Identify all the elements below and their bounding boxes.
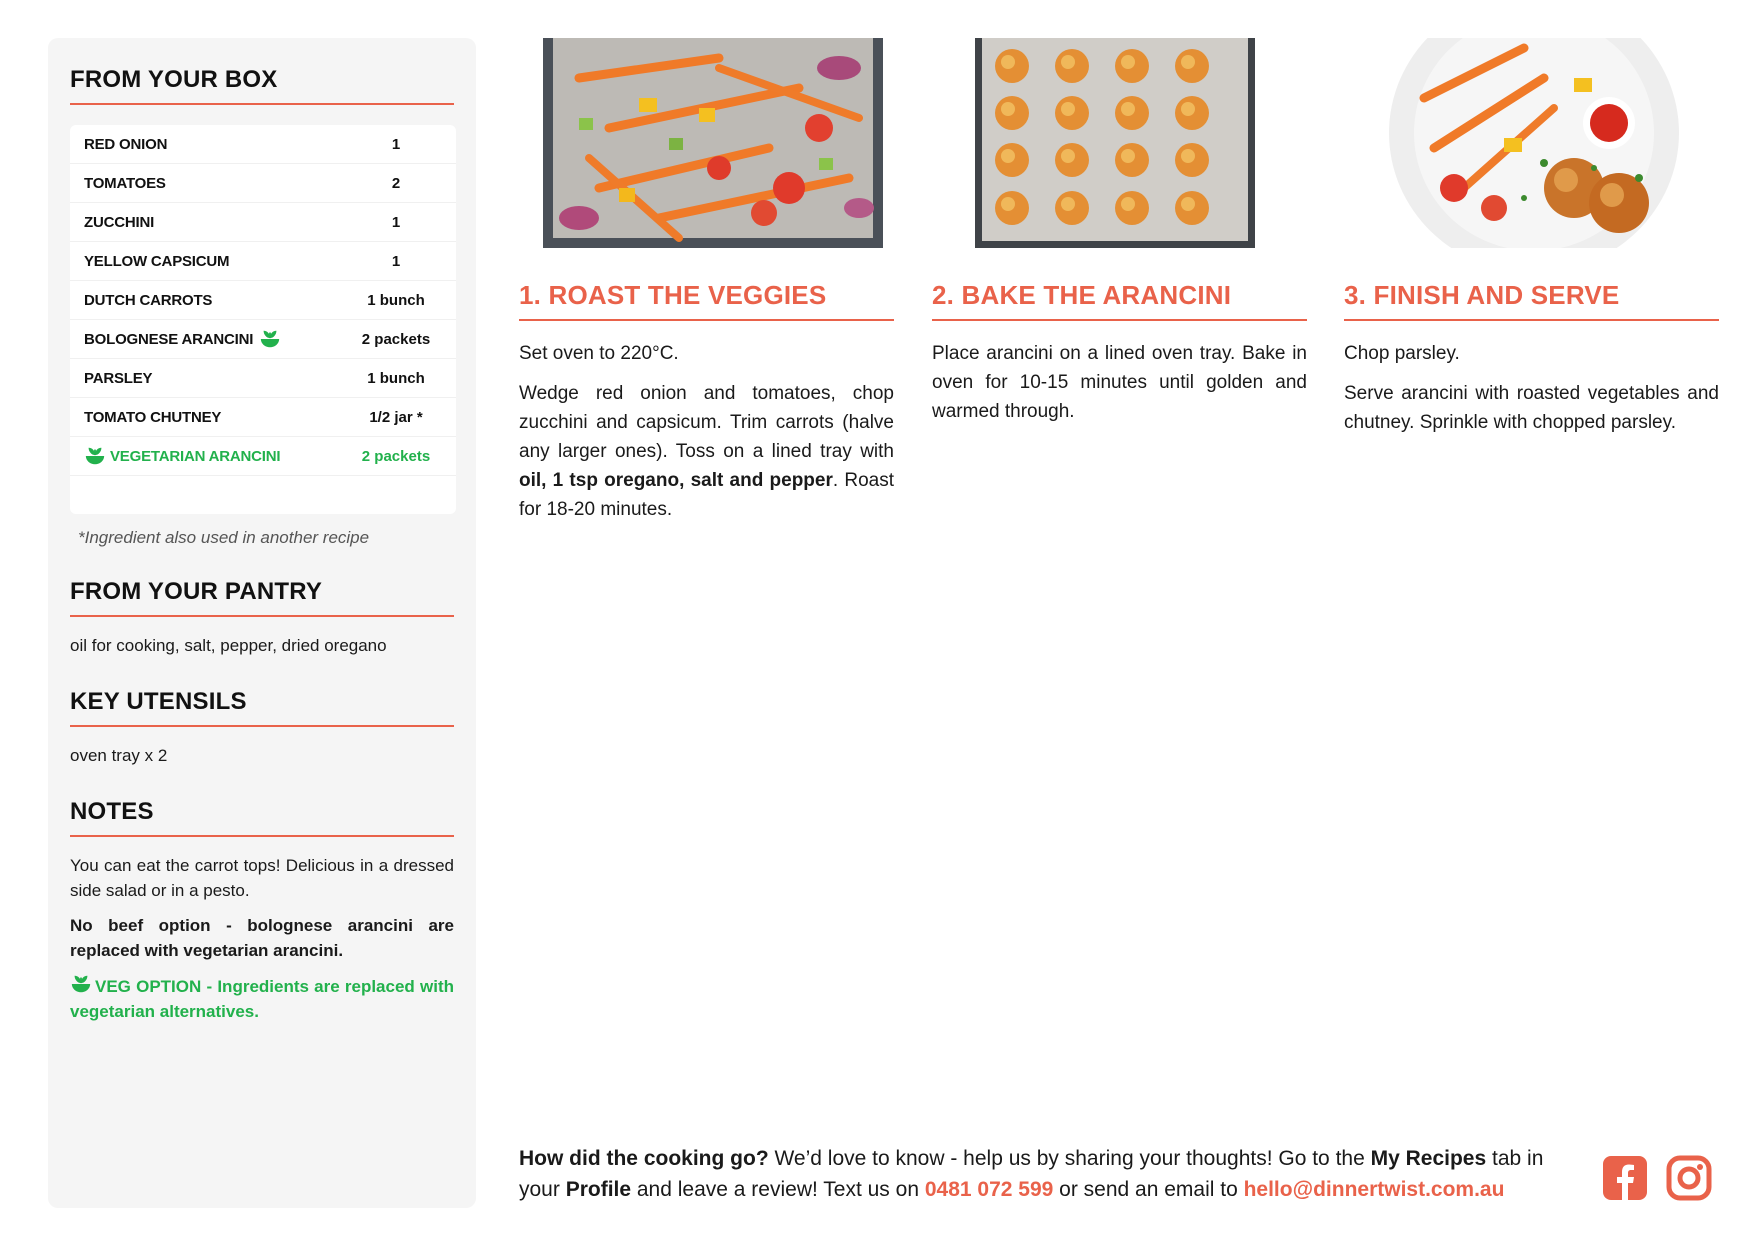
phone-link[interactable]: 0481 072 599 bbox=[924, 1178, 1054, 1201]
facebook-icon[interactable] bbox=[1602, 1155, 1648, 1201]
arancini-tray-photo bbox=[932, 38, 1307, 248]
box-heading: FROM YOUR BOX bbox=[70, 66, 454, 105]
note-carrot-tops: You can eat the carrot tops! Delicious in a dressed side salad or in a pesto. bbox=[70, 856, 454, 900]
step-3-body: Chop parsley. Serve arancini with roasted vegetables and chutney. Sprinkle with chopped parsley. bbox=[1344, 343, 1719, 433]
note-no-beef: No beef option - bolognese arancini are replaced with vegetarian arancini. bbox=[70, 916, 454, 960]
ingredient-row: ZUCCHINI 1 bbox=[70, 203, 456, 242]
utensils-heading: KEY UTENSILS bbox=[70, 688, 454, 727]
ingredient-name: BOLOGNESE ARANCINI bbox=[84, 330, 254, 348]
ingredients-table bbox=[70, 125, 456, 514]
step-1-body: Set oven to 220°C. Wedge red onion and tomatoes, chop zucchini and capsicum. Trim carrots (halve any larger ones). Toss on a lined tray with oil, 1 tsp oregano, salt and pepper. Roast for 18-20 minutes. bbox=[519, 343, 894, 520]
step-1 bbox=[519, 38, 894, 524]
utensils-section bbox=[70, 688, 454, 768]
ingredient-row: RED ONION 1 bbox=[70, 125, 456, 164]
pantry-section bbox=[70, 578, 454, 658]
roasted-veggies-photo bbox=[519, 38, 894, 248]
ingredient-name: VEGETARIAN ARANCINI bbox=[110, 447, 281, 465]
note-veg-option: VEG OPTION - Ingredients are replaced with vegetarian alternatives. bbox=[70, 973, 454, 1024]
ingredient-row: YELLOW CAPSICUM 1 bbox=[70, 242, 456, 281]
feedback-footer: How did the cooking go? We’d love to know - help us by sharing your thoughts! Go to the My Recipes tab in your Profile and leave a review! Text us on 0481 072 599 or send an email to hello@dinnertwist.com.au bbox=[519, 1147, 1544, 1201]
email-link[interactable]: hello@dinnertwist.com.au bbox=[1243, 1178, 1505, 1201]
notes-heading: NOTES bbox=[70, 798, 454, 837]
step-2-body: Place arancini on a lined oven tray. Bake in oven for 10-15 minutes until golden and warmed through. bbox=[932, 343, 1307, 422]
step-2-title: 2. BAKE THE ARANCINI bbox=[932, 280, 1307, 321]
ingredient-row-veg: VEGETARIAN ARANCINI 2 packets bbox=[70, 437, 456, 476]
utensils-text: oven tray x 2 bbox=[70, 746, 168, 765]
ingredient-row: TOMATO CHUTNEY 1/2 jar * bbox=[70, 398, 456, 437]
ingredient-row: TOMATOES 2 bbox=[70, 164, 456, 203]
ingredient-row: PARSLEY 1 bunch bbox=[70, 359, 456, 398]
ingredient-footnote: *Ingredient also used in another recipe bbox=[78, 528, 370, 547]
leaf-bowl-icon bbox=[84, 445, 106, 467]
notes-section bbox=[70, 798, 454, 1024]
step-3 bbox=[1344, 38, 1719, 437]
leaf-bowl-icon bbox=[70, 973, 92, 995]
pantry-heading: FROM YOUR PANTRY bbox=[70, 578, 454, 617]
leaf-bowl-icon bbox=[259, 328, 281, 350]
ingredient-row: BOLOGNESE ARANCINI 2 packets bbox=[70, 320, 456, 359]
ingredient-row: DUTCH CARROTS 1 bunch bbox=[70, 281, 456, 320]
step-3-title: 3. FINISH AND SERVE bbox=[1344, 280, 1719, 321]
step-2 bbox=[932, 38, 1307, 426]
finished-dish-photo bbox=[1344, 38, 1719, 248]
pantry-text: oil for cooking, salt, pepper, dried oregano bbox=[70, 636, 387, 655]
instagram-icon[interactable] bbox=[1666, 1155, 1712, 1201]
ingredients-sidebar bbox=[48, 38, 476, 1208]
step-1-title: 1. ROAST THE VEGGIES bbox=[519, 280, 894, 321]
